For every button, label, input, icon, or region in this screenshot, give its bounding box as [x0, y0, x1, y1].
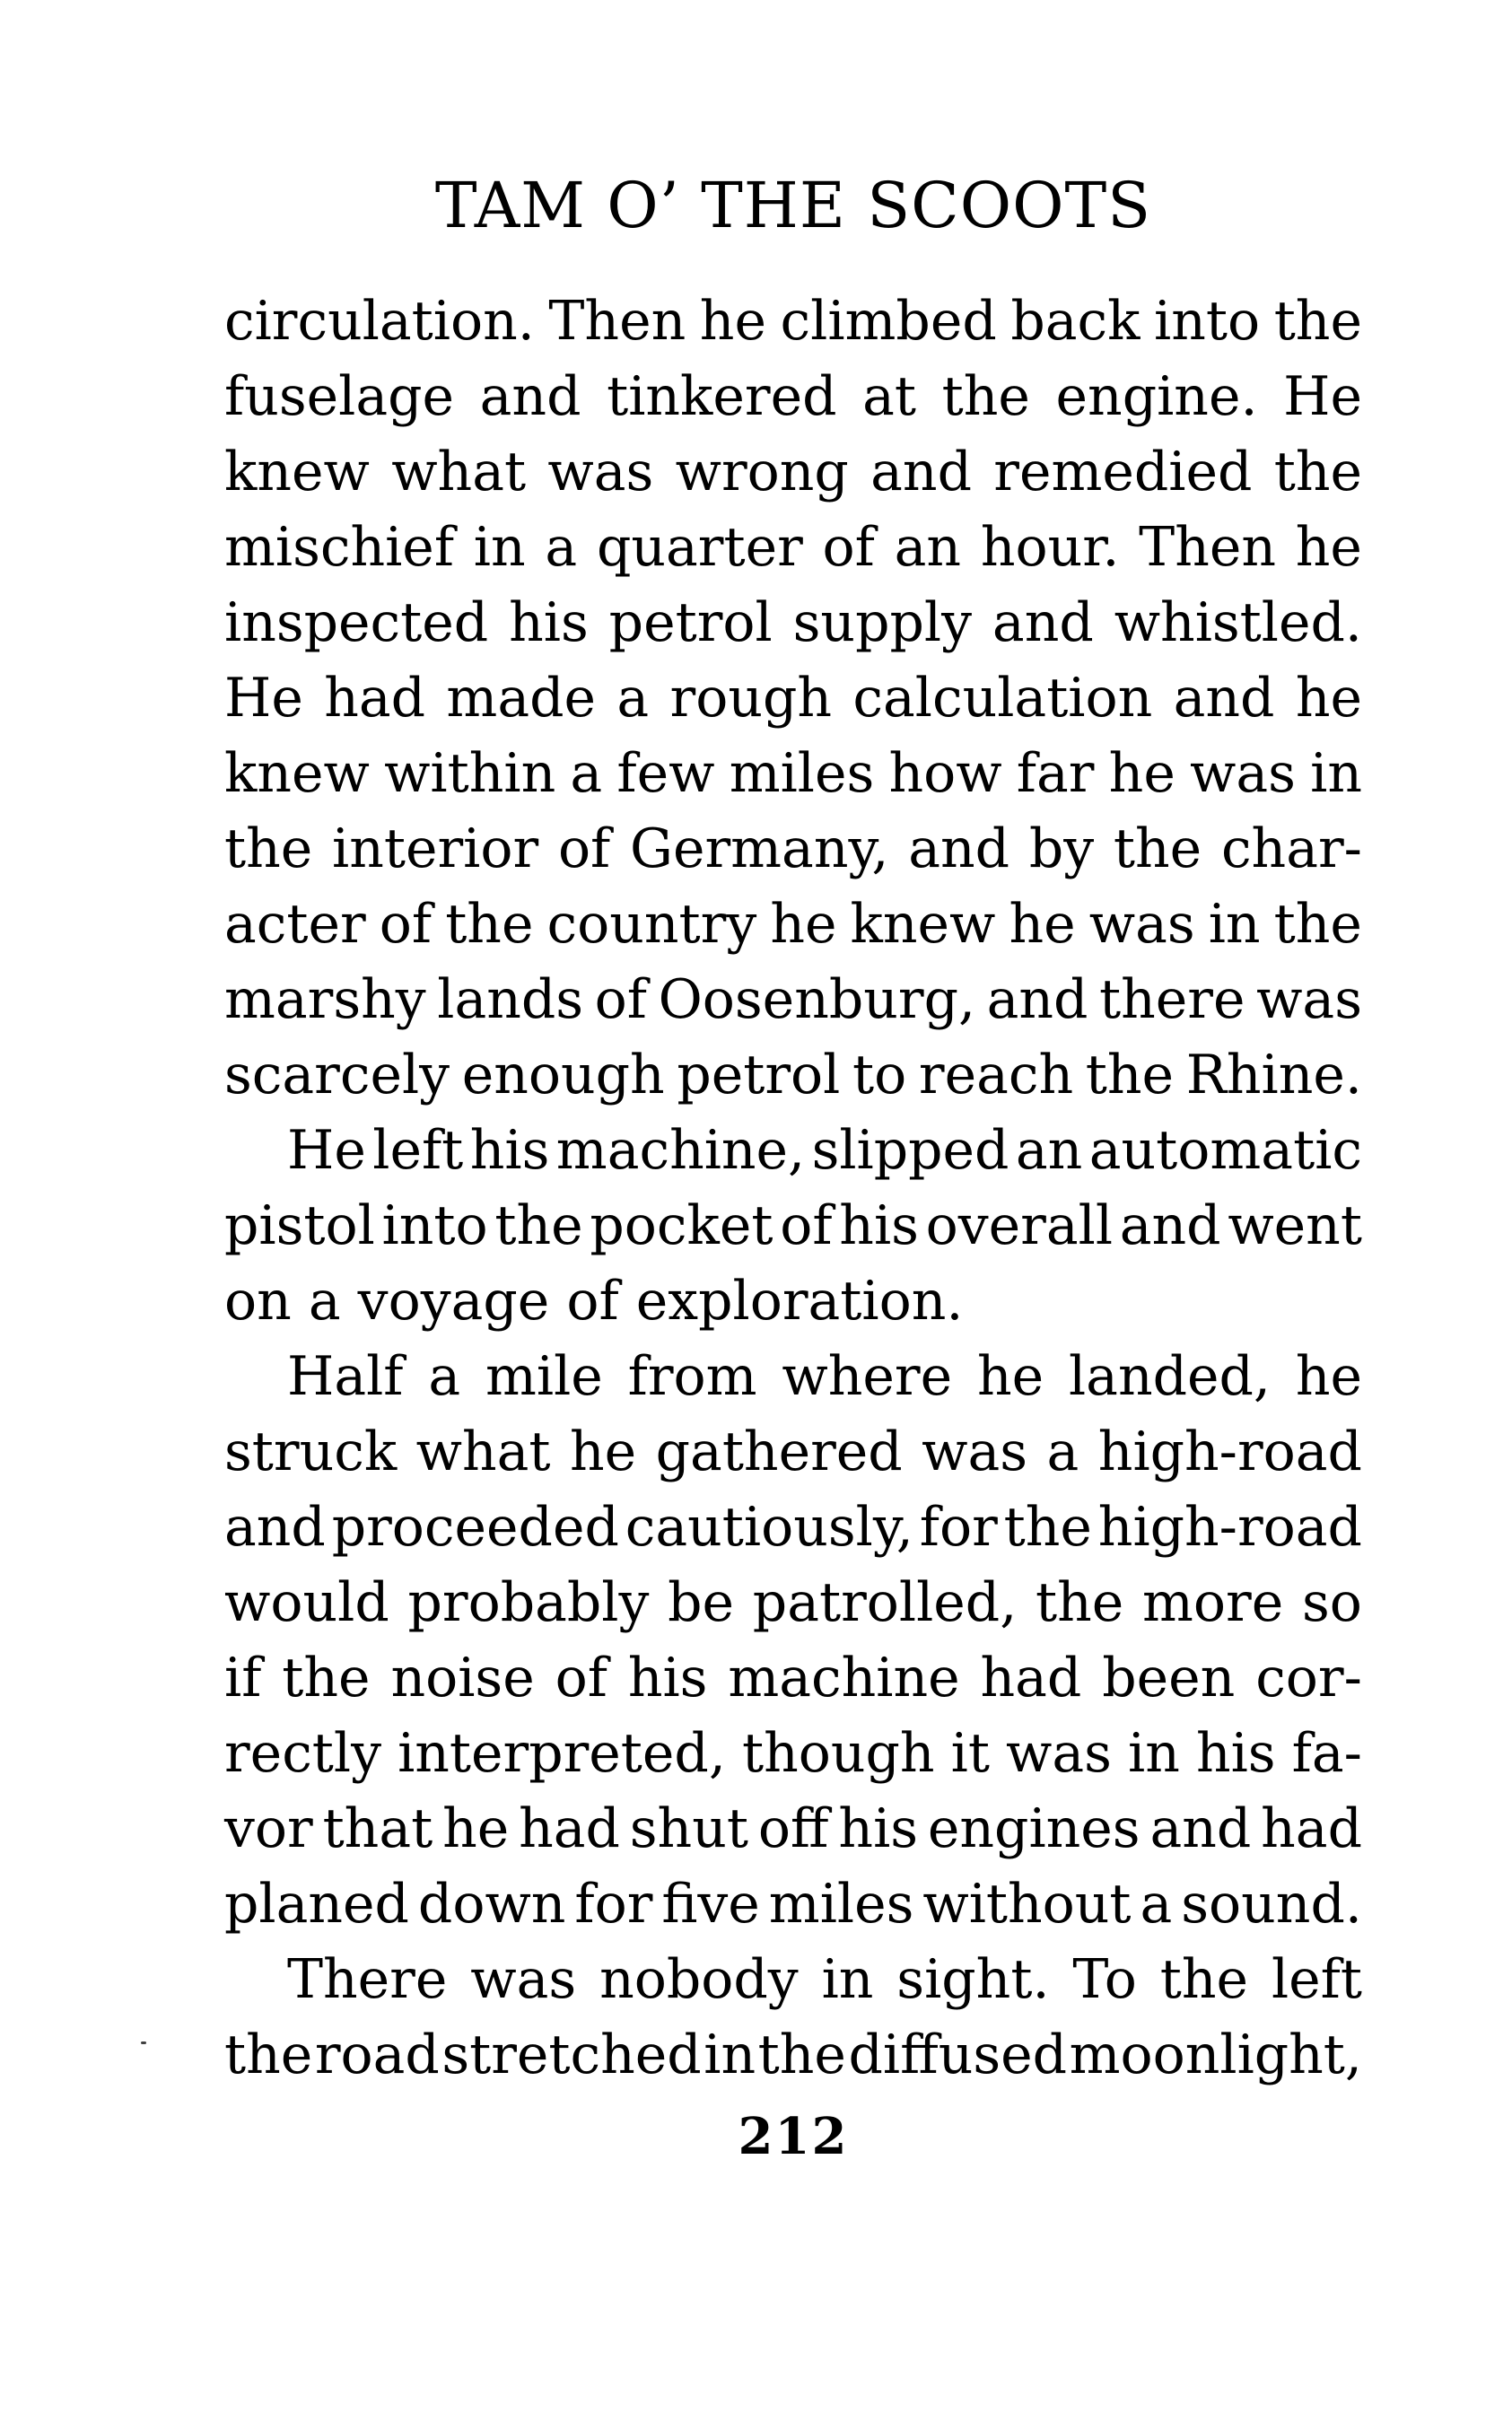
word: diffused	[848, 2024, 1068, 2086]
word: had	[1261, 1797, 1362, 1860]
text-line	[224, 887, 1362, 962]
word: supply	[792, 591, 972, 654]
word: left	[372, 1119, 464, 1182]
word: was	[1088, 893, 1195, 956]
word: miles	[729, 742, 875, 805]
text-line	[224, 1188, 1362, 1263]
text-line	[224, 1490, 1362, 1565]
word: He	[287, 1119, 366, 1182]
page-number: 212	[738, 2107, 849, 2166]
word: knew	[224, 441, 370, 503]
text-line	[224, 1113, 1362, 1188]
word: he	[1295, 516, 1362, 579]
word: what	[391, 441, 527, 503]
word: his	[838, 1797, 919, 1860]
word: the	[941, 365, 1030, 428]
word: the	[757, 2024, 846, 2086]
word: the	[1159, 1948, 1249, 2011]
word: without	[922, 1873, 1132, 1936]
page-title: TAM O’ THE SCOOTS	[434, 169, 1152, 242]
word: noise	[390, 1647, 535, 1709]
word: automatic	[1088, 1119, 1362, 1182]
word: the	[224, 817, 313, 880]
word: how	[888, 742, 1002, 805]
word: vor	[224, 1797, 313, 1860]
word: few	[616, 742, 715, 805]
word: for	[574, 1873, 653, 1936]
word: the	[494, 1194, 583, 1257]
word: sight.	[896, 1948, 1050, 2011]
word: He	[1283, 365, 1362, 428]
word: pocket	[590, 1194, 773, 1257]
word: far	[1016, 742, 1095, 805]
word: Oosenburg,	[658, 968, 976, 1031]
word: in	[1310, 742, 1362, 805]
word: He	[224, 667, 303, 730]
word: the	[1273, 893, 1362, 956]
word: hour.	[980, 516, 1120, 579]
word: a	[570, 742, 603, 805]
word: probably	[407, 1571, 650, 1634]
word: climbed	[780, 290, 997, 353]
word: country	[546, 893, 757, 956]
word: an	[1015, 1119, 1083, 1182]
word: struck	[224, 1421, 398, 1483]
word: high-road	[1097, 1496, 1362, 1559]
word: scarcely	[224, 1044, 450, 1106]
text-line	[224, 1640, 1362, 1716]
word: and	[224, 1496, 326, 1559]
word: had	[980, 1647, 1082, 1709]
word: he	[1009, 893, 1076, 956]
word: cor-	[1255, 1647, 1362, 1709]
text-line: on a voyage of exploration.	[224, 1270, 964, 1333]
word: his	[1195, 1722, 1276, 1785]
body-text	[224, 284, 1362, 2093]
word: his	[627, 1647, 708, 1709]
text-line	[224, 811, 1362, 887]
word: engines	[927, 1797, 1141, 1860]
word: and	[1149, 1797, 1252, 1860]
word: for	[919, 1496, 998, 1559]
word: five	[661, 1873, 760, 1936]
word: was	[1006, 1722, 1112, 1785]
word: knew	[850, 893, 996, 956]
word: in	[821, 1948, 874, 2011]
word: he	[976, 1345, 1044, 1408]
word: a	[1140, 1873, 1173, 1936]
word: so	[1302, 1571, 1362, 1634]
word: Rhine.	[1185, 1044, 1362, 1106]
word: he	[1295, 667, 1362, 730]
word: wrong	[675, 441, 849, 503]
word: petrol	[677, 1044, 841, 1106]
word: whistled.	[1114, 591, 1362, 654]
word: a	[616, 667, 650, 730]
text-line	[224, 585, 1362, 660]
word: into	[1154, 290, 1261, 353]
word: the	[1003, 1496, 1092, 1559]
word: and	[1119, 1194, 1221, 1257]
word: back	[1010, 290, 1141, 353]
word: be	[668, 1571, 735, 1634]
word: went	[1228, 1194, 1362, 1257]
word: machine,	[555, 1119, 806, 1182]
word: a	[545, 516, 578, 579]
word: inspected	[224, 591, 489, 654]
word: of	[557, 817, 611, 880]
text-line	[224, 1867, 1362, 1942]
word: landed,	[1068, 1345, 1271, 1408]
word: was	[922, 1421, 1028, 1483]
word: been	[1102, 1647, 1236, 1709]
word: and	[908, 817, 1010, 880]
word: he	[570, 1421, 637, 1483]
word: was	[547, 441, 654, 503]
word: there	[1099, 968, 1245, 1031]
word: rectly	[224, 1722, 381, 1785]
word: from	[627, 1345, 757, 1408]
word: in	[704, 2024, 756, 2086]
word: he	[699, 290, 766, 353]
word: into	[381, 1194, 488, 1257]
word: to	[852, 1044, 907, 1106]
word: cautiously,	[625, 1496, 913, 1559]
word: in	[473, 516, 526, 579]
word: left	[1271, 1948, 1362, 2011]
word: remedied	[993, 441, 1253, 503]
word: off	[757, 1797, 829, 1860]
word: he	[770, 893, 837, 956]
word: planed	[224, 1873, 409, 1936]
word: road	[314, 2024, 440, 2086]
word: what	[415, 1421, 551, 1483]
word: by	[1028, 817, 1095, 880]
word: mile	[485, 1345, 603, 1408]
word: of	[780, 1194, 833, 1257]
word: of	[594, 968, 647, 1031]
word: nobody	[599, 1948, 799, 2011]
word: an	[894, 516, 962, 579]
word: Then	[1139, 516, 1276, 579]
word: marshy	[224, 968, 426, 1031]
word: shut	[629, 1797, 748, 1860]
word: down	[417, 1873, 566, 1936]
word: There	[287, 1948, 448, 2011]
word: acter	[224, 893, 366, 956]
word: the	[1273, 290, 1362, 353]
word: a	[428, 1345, 461, 1408]
word: Germany,	[630, 817, 889, 880]
word: interpreted,	[398, 1722, 726, 1785]
word: moonlight,	[1069, 2024, 1362, 2086]
word: had	[324, 667, 426, 730]
word: overall	[925, 1194, 1114, 1257]
text-line	[224, 1942, 1362, 2017]
word: though	[742, 1722, 935, 1785]
text-line	[224, 1791, 1362, 1867]
word: knew	[224, 742, 370, 805]
text-line	[224, 1716, 1362, 1791]
word: if	[224, 1647, 262, 1709]
text-line	[224, 660, 1362, 736]
word: that	[322, 1797, 433, 1860]
word: interior	[332, 817, 539, 880]
word: more	[1142, 1571, 1284, 1634]
word: and	[992, 591, 1094, 654]
word: his	[469, 1119, 550, 1182]
word: and	[1173, 667, 1275, 730]
text-line	[224, 434, 1362, 510]
text-line	[224, 962, 1362, 1037]
word: Then	[548, 290, 686, 353]
text-line	[224, 2017, 1362, 2093]
word: at	[862, 365, 917, 428]
scan-speck	[141, 2041, 146, 2044]
word: patrolled,	[752, 1571, 1018, 1634]
word: the	[282, 1647, 371, 1709]
word: he	[442, 1797, 510, 1860]
word: and	[986, 968, 1088, 1031]
word: it	[950, 1722, 990, 1785]
word: made	[446, 667, 597, 730]
word: enough	[461, 1044, 665, 1106]
word: his	[509, 591, 589, 654]
word: and	[870, 441, 972, 503]
word: was	[1256, 968, 1362, 1031]
word: char-	[1220, 817, 1362, 880]
word: fuselage	[224, 365, 455, 428]
word: in	[1208, 893, 1261, 956]
word: To	[1072, 1948, 1137, 2011]
text-line	[224, 1565, 1362, 1640]
text-line	[224, 510, 1362, 585]
word: gathered	[655, 1421, 903, 1483]
word: the	[1085, 1044, 1175, 1106]
word: he	[1108, 742, 1176, 805]
word: of	[379, 893, 433, 956]
word: the	[224, 2024, 313, 2086]
word: reach	[918, 1044, 1074, 1106]
text-line	[224, 1037, 1362, 1113]
word: a	[1046, 1421, 1079, 1483]
word: high-road	[1097, 1421, 1362, 1483]
word: slipped	[811, 1119, 1009, 1182]
word: would	[224, 1571, 389, 1634]
word: machine	[728, 1647, 960, 1709]
word: pistol	[224, 1194, 375, 1257]
word: mischief	[224, 516, 455, 579]
text-line	[224, 736, 1362, 811]
text-line	[224, 1339, 1362, 1414]
word: petrol	[608, 591, 773, 654]
word: quarter	[596, 516, 803, 579]
word: stretched	[441, 2024, 702, 2086]
word: within	[384, 742, 556, 805]
word: miles	[768, 1873, 914, 1936]
word: the	[445, 893, 534, 956]
text-line	[224, 359, 1362, 434]
word: was	[470, 1948, 577, 2011]
word: the	[1036, 1571, 1124, 1634]
word: the	[1113, 817, 1202, 880]
word: rough	[669, 667, 833, 730]
word: lands	[437, 968, 584, 1031]
word: proceeded	[331, 1496, 619, 1559]
word: in	[1128, 1722, 1180, 1785]
word: had	[519, 1797, 620, 1860]
word: Half	[287, 1345, 404, 1408]
word: of	[555, 1647, 607, 1709]
word: sound.	[1181, 1873, 1362, 1936]
word: of	[822, 516, 875, 579]
word: fa-	[1291, 1722, 1362, 1785]
text-line	[224, 284, 1362, 359]
word: tinkered	[607, 365, 837, 428]
word: circulation.	[224, 290, 535, 353]
text-line	[224, 1414, 1362, 1490]
word: where	[782, 1345, 953, 1408]
word: the	[1273, 441, 1362, 503]
word: was	[1190, 742, 1296, 805]
word: he	[1295, 1345, 1362, 1408]
word: calculation	[852, 667, 1153, 730]
word: engine.	[1055, 365, 1258, 428]
word: and	[479, 365, 581, 428]
word: his	[839, 1194, 919, 1257]
